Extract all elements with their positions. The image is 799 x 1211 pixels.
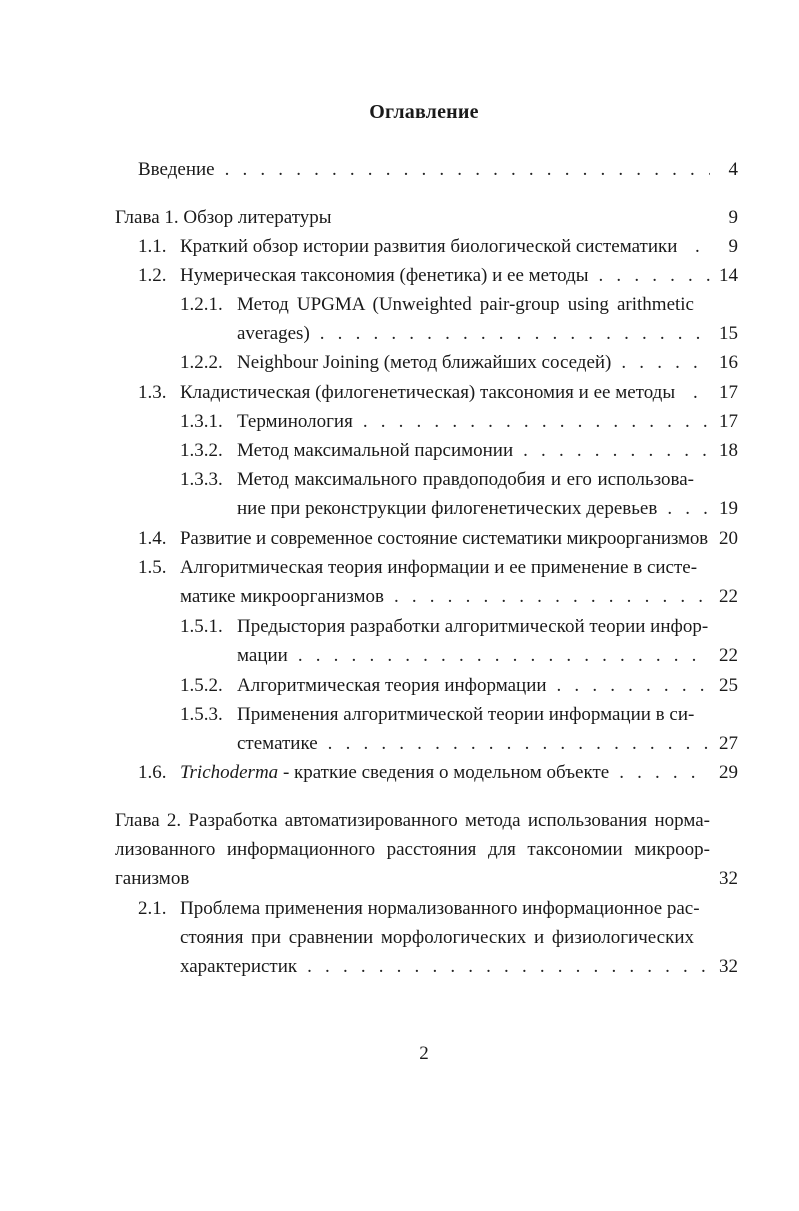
toc-entry-1-3-3-cont[interactable]: [237, 496, 738, 522]
dot-leader: .: [693, 382, 698, 403]
toc-entry-1-4[interactable]: [138, 526, 738, 552]
section-title-line1: Проблема применения нормализованного информационное рас-: [180, 898, 700, 919]
toc-entry-2-1[interactable]: [138, 896, 738, 922]
section-title: Кладистическая (филогенетическая) таксономия и ее методы: [180, 382, 676, 403]
toc-entry-1-3-3[interactable]: [180, 467, 738, 493]
section-title-line3: характеристик: [180, 956, 298, 977]
dot-leader: [621, 350, 710, 376]
toc-entry-page: 29: [719, 762, 738, 783]
section-number: 2.1.: [138, 898, 167, 919]
section-number: 1.3.2.: [180, 440, 223, 461]
dot-leader: [557, 673, 710, 699]
dot-leader: [328, 731, 710, 757]
toc-entry-1-5[interactable]: [138, 555, 738, 581]
toc-entry-2-1-line2[interactable]: стояния при сравнении морфологических и физиологических: [180, 927, 694, 948]
section-number: 1.4.: [138, 528, 167, 549]
section-number: 1.1.: [138, 236, 167, 257]
chapter-heading: Глава 1. Обзор литературы: [115, 207, 332, 228]
toc-chapter-2-line3[interactable]: [115, 866, 738, 892]
dot-leader: [523, 438, 710, 464]
section-number: 1.3.: [138, 382, 167, 403]
toc-entry-1-5-cont[interactable]: [180, 584, 738, 610]
toc-entry-page: 15: [719, 323, 738, 344]
dot-leader: [667, 496, 710, 522]
section-title-line2: averages): [237, 323, 310, 344]
toc-entry-1-5-1[interactable]: [180, 614, 738, 640]
toc-entry-1-6[interactable]: [138, 760, 738, 786]
section-title-line1: Алгоритмическая теория информации и ее применение в систе-: [180, 557, 698, 578]
toc-entry-1-5-3-cont[interactable]: [237, 731, 738, 757]
toc-entry-page: 14: [719, 265, 738, 286]
section-title-line2: мации: [237, 645, 288, 666]
toc-entry-page: 19: [719, 498, 738, 519]
section-number: 1.5.1.: [180, 616, 223, 637]
section-title-line1: Метод максимального правдоподобия и его использова-: [237, 469, 694, 490]
section-title-line2: матике микроорганизмов: [180, 586, 384, 607]
dot-leader: [225, 157, 710, 183]
toc-entry-page: 17: [719, 382, 738, 403]
section-title: Алгоритмическая теория информации: [237, 675, 547, 696]
section-title: Neighbour Joining (метод ближайших соседей): [237, 352, 612, 373]
toc-entry-page: 16: [719, 352, 738, 373]
toc-entry-1-3-1[interactable]: [180, 409, 738, 435]
toc-entry-1-2-2[interactable]: [180, 350, 738, 376]
section-title-line2: стематике: [237, 733, 318, 754]
dot-leader: [363, 409, 710, 435]
section-title-line1: Применения алгоритмической теории информации в си-: [237, 704, 695, 725]
toc-entry-page: 17: [719, 411, 738, 432]
toc-entry-intro[interactable]: [138, 157, 738, 183]
section-number: 1.5.3.: [180, 704, 223, 725]
section-title: Терминология: [237, 411, 353, 432]
toc-chapter-1[interactable]: [115, 205, 738, 231]
toc-entry-page: 25: [719, 675, 738, 696]
section-title-line2: ние при реконструкции филогенетических деревьев: [237, 498, 658, 519]
section-number: 1.5.: [138, 557, 167, 578]
section-number: 1.3.1.: [180, 411, 223, 432]
page-title: Оглавление: [369, 101, 479, 123]
toc-entry-page: 9: [728, 207, 738, 228]
section-number: 1.3.3.: [180, 469, 223, 490]
toc-chapter-2-line1[interactable]: Глава 2. Разработка автоматизированного метода использования норма-: [115, 810, 710, 831]
dot-leader: .: [695, 236, 700, 257]
dot-leader: [298, 643, 710, 669]
dot-leader: [320, 321, 710, 347]
toc-entry-1-3[interactable]: [138, 380, 738, 406]
toc-entry-page: 4: [728, 159, 738, 180]
dot-leader: [307, 954, 710, 980]
section-number: 1.5.2.: [180, 675, 223, 696]
toc-chapter-2-line2[interactable]: лизованного информационного расстояния для таксономии микроор-: [115, 839, 710, 860]
toc-entry-page: 32: [719, 868, 738, 889]
toc-entry-1-2[interactable]: [138, 263, 738, 289]
page-number: 2: [419, 1043, 429, 1064]
section-title: Краткий обзор истории развития биологической систематики: [180, 236, 678, 257]
toc-entry-2-1-cont[interactable]: [180, 954, 738, 980]
toc-entry-1-1[interactable]: [138, 234, 738, 260]
toc-entry-1-2-1[interactable]: [180, 292, 738, 318]
section-number: 1.6.: [138, 762, 167, 783]
toc-entry-1-5-3[interactable]: [180, 702, 738, 728]
chapter-heading-line3: ганизмов: [115, 868, 190, 889]
toc-entry-page: 27: [719, 733, 738, 754]
section-title: [180, 760, 609, 786]
toc-entry-1-3-2[interactable]: [180, 438, 738, 464]
section-title: Метод максимальной парсимонии: [237, 440, 514, 461]
section-number: 1.2.2.: [180, 352, 223, 373]
section-title-line1: Метод UPGMA (Unweighted pair-group using arithmetic: [237, 294, 694, 315]
section-number: 1.2.1.: [180, 294, 223, 315]
toc-entry-page: 22: [719, 586, 738, 607]
section-title-rest: - краткие сведения о модельном объекте: [278, 762, 610, 783]
toc-entry-page: 20: [719, 528, 738, 549]
toc-entry-label: Введение: [138, 159, 215, 180]
section-title: Нумерическая таксономия (фенетика) и ее методы: [180, 265, 589, 286]
section-title: Развитие и современное состояние систематики микроорганизмов: [180, 528, 708, 549]
toc-entry-page: 18: [719, 440, 738, 461]
toc-entry-1-5-2[interactable]: [180, 673, 738, 699]
toc-entry-page: 22: [719, 645, 738, 666]
section-title-italic: Trichoderma: [180, 762, 279, 783]
toc-entry-1-2-1-cont[interactable]: [237, 321, 738, 347]
dot-leader: [599, 263, 710, 289]
dot-leader: [619, 760, 710, 786]
section-number: 1.2.: [138, 265, 167, 286]
dot-leader: [394, 584, 710, 610]
section-title-line1: Предыстория разработки алгоритмической теории инфор-: [237, 616, 709, 637]
toc-entry-1-5-1-cont[interactable]: [237, 643, 738, 669]
toc-entry-page: 32: [719, 956, 738, 977]
toc-entry-page: 9: [728, 236, 738, 257]
